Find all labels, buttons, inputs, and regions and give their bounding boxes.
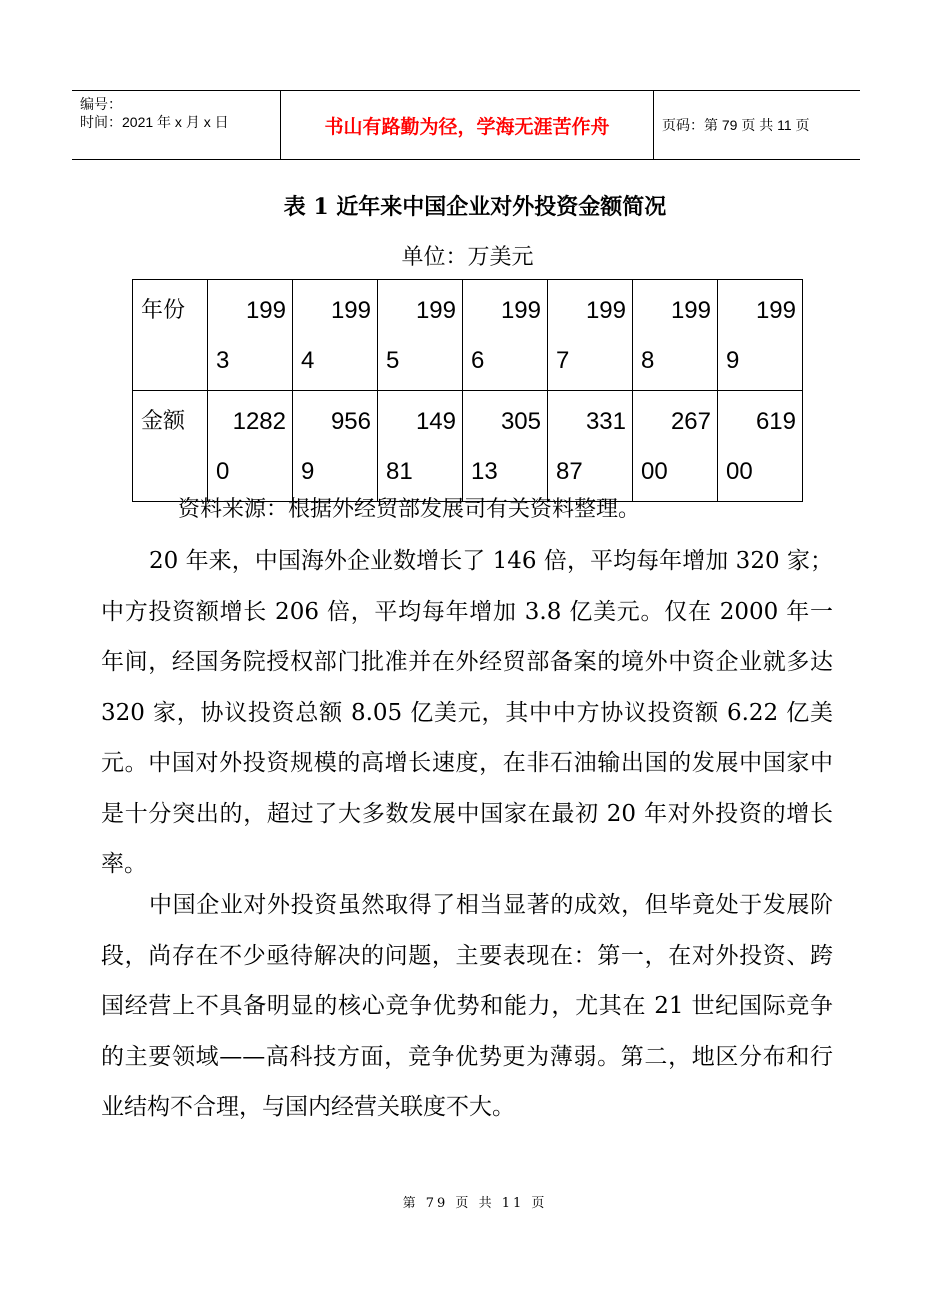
table-row-years [133,280,803,391]
header-page-info: 页码：第 79 页 共 11 页 [662,117,810,133]
body-paragraph-1: 20 年来，中国海外企业数增长了 146 倍，平均每年增加 320 家；中方投资额增长 206 倍，平均每年增加 3.8 亿美元。仅在 2000 年一年间，经国务院授权部门批准并在外经贸部备案的境外中资企业就多达 320 家，协议投资总额 8.05 亿美元，其中中方协议投资额 6.22 亿美元。中国对外投资规模的高增长速度，在非石油输出国的发展中国家中是十分突出的，超过了大多数发展中国家在最初 20 年对外投资的增长率。 [101,548,833,877]
year-cell: 199 6 [463,280,548,391]
year-cell: 199 5 [378,280,463,391]
amount-cell: 956 9 [293,391,378,502]
header-motto: 书山有路勤为径，学海无涯苦作舟 [281,91,654,159]
page-footer: 第 79 页 共 11 页 [402,1196,548,1211]
page-header [72,90,860,160]
time-label: 时间：2021 年 x 月 x 日 [80,114,229,130]
amount-cell: 331 87 [548,391,633,502]
amount-cell: 267 00 [633,391,718,502]
amount-cell: 149 81 [378,391,463,502]
row-label-amount: 金额 [133,391,208,502]
table-row-amounts [133,391,803,502]
year-cell: 199 3 [208,280,293,391]
investment-table [132,279,803,502]
amount-cell: 1282 0 [208,391,293,502]
year-cell: 199 7 [548,280,633,391]
year-cell: 199 9 [718,280,803,391]
year-cell: 199 4 [293,280,378,391]
table-unit: 单位：万美元 [401,245,534,270]
amount-cell: 305 13 [463,391,548,502]
number-label: 编号： [80,96,122,112]
amount-cell: 619 00 [718,391,803,502]
header-meta [72,91,281,159]
year-cell: 199 8 [633,280,718,391]
body-paragraph-2: 中国企业对外投资虽然取得了相当显著的成效，但毕竟处于发展阶段，尚存在不少亟待解决的问题，主要表现在：第一，在对外投资、跨国经营上不具备明显的核心竞争优势和能力，尤其在 21 世纪国际竞争的主要领域——高科技方面，竞争优势更为薄弱。第二，地区分布和行业结构不合理，与国内经营关联度不大。 [101,892,833,1120]
source-note: 资料来源：根据外经贸部发展司有关资料整理。 [178,497,641,522]
table-title: 表 1 近年来中国企业对外投资金额简况 [283,194,667,220]
row-label-year: 年份 [133,280,208,391]
